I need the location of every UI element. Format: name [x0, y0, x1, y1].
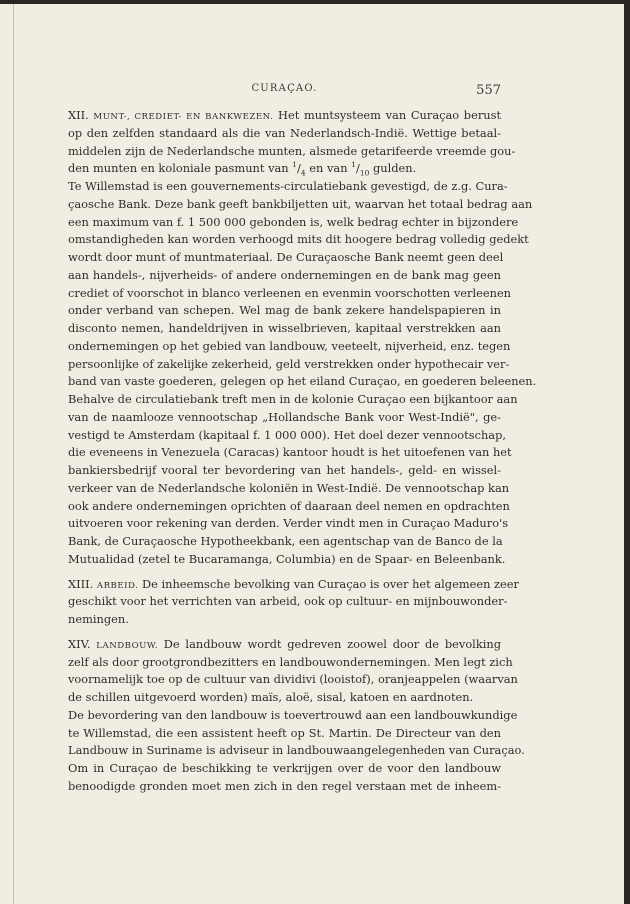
- text-line: zelf als door grootgrondbezitters en landbouwondernemingen. Men legt zich: [68, 654, 513, 669]
- section-heading: MUNT-, CREDIET- EN BANKWEZEN.: [93, 112, 274, 122]
- text-line: middelen zijn de Nederlandsche munten, alsmede getarifeerde vreemde gou-: [68, 143, 516, 158]
- text-line: wordt door munt of muntmateriaal. De Curaçaosche Bank neemt geen deel: [68, 250, 504, 264]
- text-line: disconto nemen, handeldrijven in wisselbrieven, kapitaal verstrekken aan: [68, 321, 501, 335]
- text-line: ook andere ondernemingen oprichten of daaraan deel nemen en opdrachten: [68, 498, 510, 513]
- section-number: XIII.: [68, 576, 94, 591]
- text-line: de schillen uitgevoerd worden) maïs, aloë, sisal, katoen en aardnoten.: [68, 690, 474, 704]
- page-edge-line: [13, 4, 14, 904]
- text-line: band van vaste goederen, gelegen op het eiland Curaçao, en goederen beleenen.: [68, 374, 537, 389]
- text-line: Mutualidad (zetel te Bucaramanga, Columbia) en de Spaar- en Beleenbank.: [68, 551, 506, 566]
- paragraph-gap: [68, 629, 501, 636]
- running-head: [68, 83, 501, 103]
- text-line: çaosche Bank. Deze bank geeft bankbiljetten uit, waarvan het totaal bedrag aan: [68, 196, 533, 211]
- text-line: crediet of voorschot in blanco verleenen en evenmin voorschotten verleenen: [68, 285, 512, 300]
- paragraph-gap: [68, 569, 501, 576]
- text-line: voornamelijk toe op de cultuur van dividivi (looistof), oranjeappelen (waarvan: [68, 672, 518, 687]
- text-line: onder verband van schepen. Wel mag de bank zekere handelspapieren in: [68, 303, 501, 318]
- text-line: ondernemingen op het gebied van landbouw, veeteelt, nijverheid, enz. tegen: [68, 338, 511, 353]
- text-line: van de naamlooze vennootschap „Hollandsche Bank voor West-Indië", ge-: [68, 409, 501, 424]
- section-number: XII.: [68, 108, 89, 122]
- text-line: te Willemstad, die een assistent heeft op St. Martin. De Directeur van den: [68, 725, 501, 740]
- text-line: benoodigde gronden moet men zich in den regel verstaan met de inheem-: [68, 778, 501, 793]
- text-line: Landbouw in Suriname is adviseur in landbouwaangelegenheden van Curaçao.: [68, 743, 525, 758]
- section-xiv-line-1: XIV. LANDBOUW. De landbouw wordt gedreven zoowel door de bevolking: [68, 636, 501, 651]
- section-xii-line-1: XII. MUNT-, CREDIET- EN BANKWEZEN. Het muntsysteem van Curaçao berust: [68, 108, 502, 122]
- text-line: persoonlijke of zakelijke zekerheid, geld verstrekken onder hypothecair ver-: [68, 356, 510, 371]
- text-line: op den zelfden standaard als die van Nederlandsch-Indië. Wettige betaal-: [68, 125, 501, 140]
- text-line: verkeer van de Nederlandsche koloniën in West-Indië. De vennootschap kan: [68, 480, 510, 495]
- text-line: een maximum van f. 1 500 000 gebonden is, welk bedrag echter in bijzondere: [68, 214, 519, 229]
- text-line: bankiersbedrijf vooral ter bevordering van het handels-, geld- en wissel-: [68, 463, 501, 477]
- text-line: Behalve de circulatiebank treft men in de kolonie Curaçao een bijkantoor aan: [68, 392, 518, 406]
- section-xiii-line-1: XIII. ARBEID. De inheemsche bevolking van Curaçao is over het algemeen zeer: [68, 576, 519, 591]
- text-line-fractions: den munten en koloniale pasmunt van $^1/_4$ en van $^1/_{10}$ gulden.: [68, 160, 417, 178]
- running-head-title: CURAÇAO.: [251, 83, 318, 94]
- book-page: [0, 4, 624, 904]
- text-line: omstandigheden kan worden verhoogd mits dit hoogere bedrag volledig gedekt: [68, 232, 529, 247]
- text-line: geschikt voor het verrichten van arbeid, ook op cultuur- en mijnbouwonder-: [68, 594, 508, 609]
- text-line: die eveneens in Venezuela (Caracas) kantoor houdt is het uitoefenen van het: [68, 445, 512, 460]
- section-heading: LANDBOUW.: [96, 640, 158, 651]
- text-line: uitvoeren voor rekening van derden. Verder vindt men in Curaçao Maduro's: [68, 516, 509, 531]
- page-number: 557: [476, 83, 501, 98]
- text-line: nemingen.: [68, 612, 129, 626]
- text-line: Te Willemstad is een gouvernements-circulatiebank gevestigd, de z.g. Cura-: [68, 179, 508, 193]
- text-line: aan handels-, nijverheids- of andere ondernemingen en de bank mag geen: [68, 267, 501, 282]
- section-heading: ARBEID.: [96, 580, 139, 591]
- text-line: vestigd te Amsterdam (kapitaal f. 1 000 000). Het doel dezer vennootschap,: [68, 427, 506, 442]
- text-line: Om in Curaçao de beschikking te verkrijgen over de voor den landbouw: [68, 761, 501, 775]
- section-number: XIV.: [68, 636, 91, 651]
- body-text: [68, 107, 537, 796]
- text-line: De bevordering van den landbouw is toevertrouwd aan een landbouwkundige: [68, 707, 518, 722]
- text-line: Bank, de Curaçaosche Hypotheekbank, een agentschap van de Banco de la: [68, 534, 503, 548]
